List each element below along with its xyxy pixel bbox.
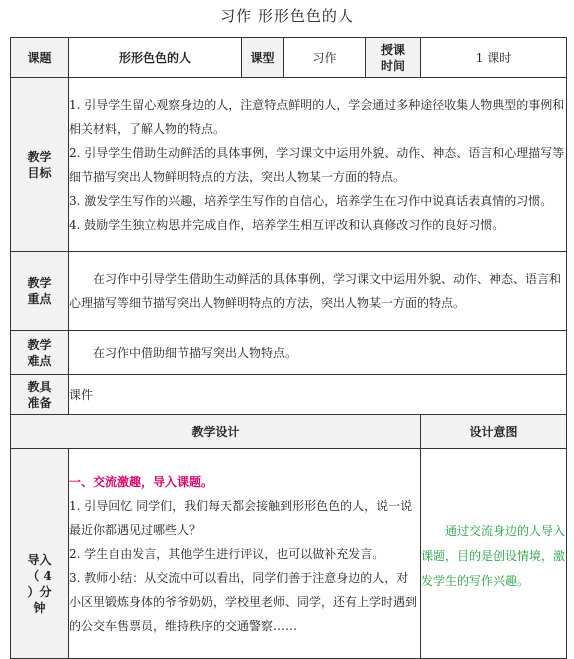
hours-label-text: 授课时间 bbox=[380, 42, 405, 73]
difficulty-label bbox=[11, 331, 69, 375]
goal-item: 1. 引导学生留心观察身边的人，注意特点鲜明的人，学会通过多种途径收集人物典型的事例和相关材料，了解人物的特点。 bbox=[69, 97, 565, 136]
difficulty-content bbox=[69, 331, 567, 375]
materials-text: 课件 bbox=[69, 387, 94, 402]
key-points-label bbox=[11, 252, 69, 331]
stage-label bbox=[11, 449, 69, 659]
document-title: 习作 形形色色的人 bbox=[220, 7, 354, 25]
key-points-label-text: 教学重点 bbox=[27, 276, 52, 306]
intro-stage-row bbox=[11, 449, 567, 659]
stage-step: 2. 学生自由发言，其他学生进行评议，也可以做补充发言。 bbox=[69, 546, 385, 561]
stage-label-text: 导入（ 4 ）分钟 bbox=[27, 552, 52, 615]
design-intent bbox=[421, 449, 567, 659]
key-points-row bbox=[11, 252, 567, 331]
design-intent-text: 通过交流身边的人导入课题，目的是创设情境，激发学生的写作兴趣。 bbox=[421, 524, 566, 588]
difficulty-row bbox=[11, 331, 567, 375]
materials-label-text: 教具准备 bbox=[27, 379, 52, 410]
goals-label bbox=[11, 78, 69, 252]
goals-row bbox=[11, 78, 567, 252]
difficulty-label-text: 教学难点 bbox=[27, 337, 52, 368]
key-points-content bbox=[69, 252, 567, 331]
lesson-value: 形形色色的人 bbox=[69, 38, 242, 78]
lesson-plan-table bbox=[10, 37, 567, 659]
goal-item: 4. 鼓励学生独立构思并完成自作，培养学生相互评改和认真修改习作的良好习惯。 bbox=[69, 217, 505, 232]
stage-title: 一、交流激趣，导入课题。 bbox=[69, 474, 214, 489]
difficulty-text: 在习作中借助细节描写突出人物特点。 bbox=[93, 345, 298, 360]
key-points-text: 在习作中引导学生借助生动鲜活的具体事例，学习课文中运用外貌、动作、神态、语言和心理描写等细节描写突出人物鲜明特点的方法，突出人物某一方面的特点。 bbox=[69, 272, 562, 310]
type-value: 习作 bbox=[284, 38, 366, 78]
goals-content bbox=[69, 78, 567, 252]
materials-content bbox=[69, 375, 567, 415]
materials-label bbox=[11, 375, 69, 415]
stage-content bbox=[69, 449, 421, 659]
materials-row bbox=[11, 375, 567, 415]
hours-label bbox=[366, 38, 421, 78]
stage-step: 3. 教师小结：从交流中可以看出，同学们善于注意身边的人，对小区里锻炼身体的爷爷奶奶，学校里老师、同学，还有上学时遇到的公交车售票员，维持秩序的交通警察…… bbox=[69, 570, 418, 633]
goal-item: 2. 引导学生借助生动鲜活的具体事例，学习课文中运用外貌、动作、神态、语言和心理描写等细节描写突出人物鲜明特点的方法，突出人物某一方面的特点。 bbox=[69, 145, 565, 184]
goals-label-text: 教学目标 bbox=[27, 149, 52, 180]
design-header-row bbox=[11, 415, 567, 449]
design-head: 教学设计 bbox=[11, 415, 421, 449]
goal-item: 3. 激发学生写作的兴趣，培养学生写作的自信心，培养学生在习作中说真话表真情的习惯。 bbox=[69, 193, 553, 208]
header-row bbox=[11, 38, 567, 78]
lesson-label: 课题 bbox=[11, 38, 69, 78]
intent-head: 设计意图 bbox=[421, 415, 567, 449]
type-label: 课型 bbox=[242, 38, 284, 78]
stage-step: 1. 引导回忆 同学们，我们每天都会接触到形形色色的人，说一说最近你都遇见过哪些人？ bbox=[69, 498, 413, 537]
hours-value: 1 课时 bbox=[421, 38, 567, 78]
